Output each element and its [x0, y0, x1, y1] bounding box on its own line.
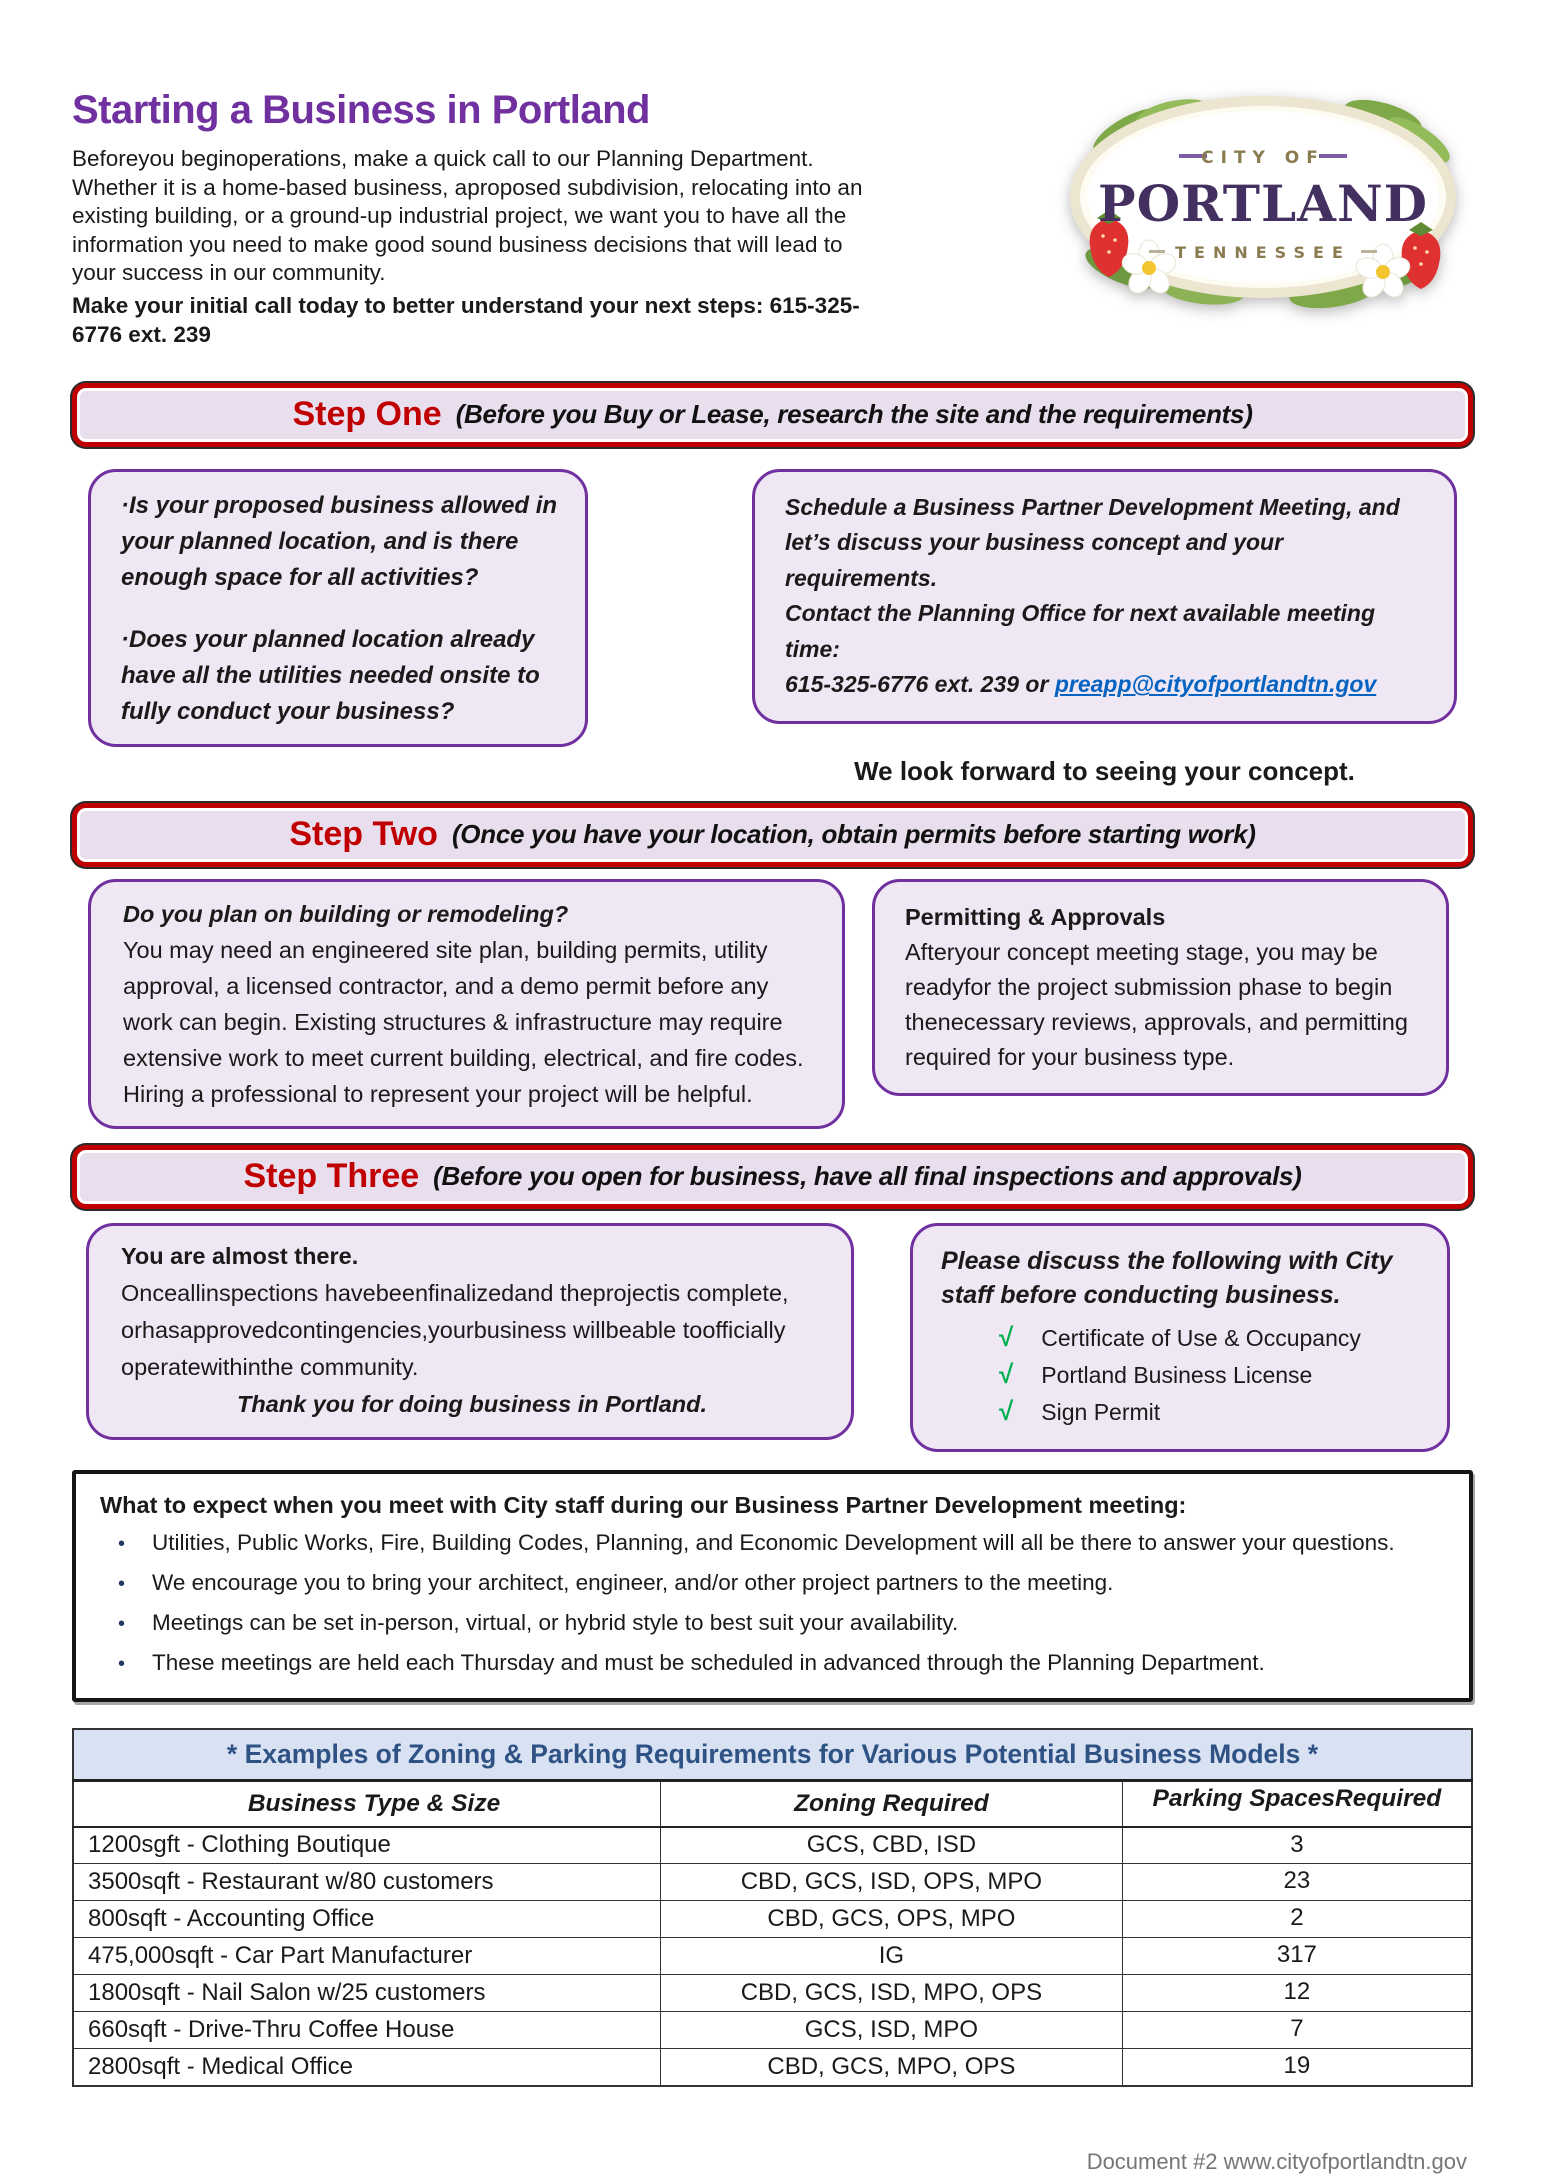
step-three-label: Step Three — [243, 1157, 420, 1195]
table-row — [73, 1938, 1472, 1975]
check-icon: √ — [999, 1395, 1014, 1426]
table-cell-zoning: CBD, GCS, OPS, MPO — [661, 1901, 1123, 1938]
step-three-band — [72, 1145, 1473, 1209]
meeting-line1: Schedule a Business Partner Development Meeting, and let’s discuss your business concept and your requirements. — [785, 493, 1400, 591]
meeting-box — [752, 469, 1457, 724]
checklist-title: Please discuss the following with City staff before conducting business. — [941, 1246, 1393, 1309]
step-one-subtitle: (Before you Buy or Lease, research the site and the requirements) — [455, 399, 1253, 429]
table-cell-zoning: CBD, GCS, ISD, OPS, MPO — [661, 1864, 1123, 1901]
table-cell-zoning: IG — [661, 1938, 1123, 1975]
table-row — [73, 1864, 1472, 1901]
table-row — [73, 2012, 1472, 2049]
list-item-text: These meetings are held each Thursday and must be scheduled in advanced through the Planning Department. — [152, 1649, 1265, 1675]
portland-logo-icon — [1053, 90, 1473, 308]
list-item — [100, 1530, 1445, 1556]
column-header-business-type: Business Type & Size — [73, 1781, 661, 1827]
table-cell-business: 1200sgft - Clothing Boutique — [73, 1827, 661, 1864]
column-header-zoning: Zoning Required — [661, 1781, 1123, 1827]
footer-note: Document #2 www.cityofportlandtn.gov — [1086, 2148, 1467, 2174]
city-logo — [872, 88, 1473, 308]
table-cell-business: 3500sqft - Restaurant w/80 customers — [73, 1864, 661, 1901]
checklist-item-label: Certificate of Use & Occupancy — [1041, 1324, 1361, 1351]
table-cell-parking: 23 — [1122, 1864, 1472, 1901]
step-one-label: Step One — [292, 395, 442, 433]
checklist — [941, 1322, 1423, 1428]
step-one-right-column — [752, 469, 1457, 787]
table-cell-parking: 3 — [1122, 1827, 1472, 1864]
thank-you-line: Thank you for doing business in Portland. — [236, 1390, 708, 1417]
list-item-text: We encourage you to bring your architect, engineer, and/or other project partners to the meeting. — [152, 1569, 1114, 1595]
list-item — [100, 1570, 1445, 1596]
check-icon: √ — [999, 1358, 1014, 1389]
page-title: Starting a Business in Portland — [72, 88, 650, 132]
table-row — [73, 1975, 1472, 2012]
bullet-icon: • — [118, 1572, 126, 1595]
checklist-box — [910, 1223, 1450, 1452]
question-utilities: ·Does your planned location already have all the utilities needed onsite to fully conduct your business? — [121, 625, 540, 725]
meeting-line2: Contact the Planning Office for next available meeting time: — [785, 600, 1376, 662]
expectations-box — [72, 1470, 1473, 1702]
checklist-item — [999, 1359, 1423, 1391]
step-one-content — [72, 469, 1473, 787]
logo-dash — [1149, 250, 1165, 253]
concept-tagline: We look forward to seeing your concept. — [854, 755, 1355, 786]
table-row — [73, 2049, 1472, 2086]
bullet-icon: • — [118, 1612, 126, 1635]
table-cell-business: 800sqft - Accounting Office — [73, 1901, 661, 1938]
list-item-text: Meetings can be set in-person, virtual, or hybrid style to best suit your availability. — [152, 1609, 959, 1635]
table-cell-business: 660sqft - Drive-Thru Coffee House — [73, 2012, 661, 2049]
header-text-block — [72, 88, 872, 349]
step-three-subtitle: (Before you open for business, have all final inspections and approvals) — [433, 1161, 1302, 1191]
table-cell-business: 1800sqft - Nail Salon w/25 customers — [73, 1975, 661, 2012]
expectations-title: What to expect when you meet with City staff during our Business Partner Development meeting: — [100, 1491, 1187, 1518]
list-item-text: Utilities, Public Works, Fire, Building Codes, Planning, and Economic Development will all be there to answer your questions. — [152, 1529, 1395, 1555]
table-cell-parking: 19 — [1122, 2049, 1472, 2086]
table-cell-business: 475,000sqft - Car Part Manufacturer — [73, 1938, 661, 1975]
step-two-subtitle: (Once you have your location, obtain permits before starting work) — [451, 819, 1256, 849]
intro-paragraph: Beforeyou beginoperations, make a quick call to our Planning Department. Whether it is a home-based business, aproposed subdivision, relocating into an existing building, or a ground-up industrial project, we want you to have all the information you need to make good sound business decisions that will lead to your success in our community. — [72, 146, 863, 285]
header — [72, 88, 1473, 349]
checklist-item — [999, 1322, 1423, 1354]
logo-city-of-text: CITY OF — [1201, 148, 1325, 168]
site-questions-box — [88, 469, 588, 747]
list-item — [100, 1610, 1445, 1636]
table-cell-parking: 12 — [1122, 1975, 1472, 2012]
step-two-band — [72, 803, 1473, 867]
step-three-content — [72, 1223, 1473, 1452]
table-row — [73, 1901, 1472, 1938]
table-cell-zoning: GCS, ISD, MPO — [661, 2012, 1123, 2049]
column-header-parking: Parking SpacesRequired — [1122, 1781, 1472, 1827]
bullet-icon: • — [118, 1532, 126, 1555]
table-caption-row — [73, 1729, 1472, 1781]
question-allowed: ·Is your proposed business allowed in your planned location, and is there enough space for all activities? — [121, 491, 558, 591]
table-cell-zoning: CBD, GCS, ISD, MPO, OPS — [661, 1975, 1123, 2012]
table-cell-parking: 7 — [1122, 2012, 1472, 2049]
table-cell-zoning: GCS, CBD, ISD — [661, 1827, 1123, 1864]
email-link[interactable]: preapp@cityofportlandtn.gov — [1054, 671, 1377, 697]
table-caption: * Examples of Zoning & Parking Requirements for Various Potential Business Models * — [73, 1729, 1472, 1781]
building-remodeling-box — [88, 879, 845, 1129]
call-to-action-line: Make your initial call today to better understand your next steps: 615-325-6776 ext. 239 — [72, 292, 860, 347]
meeting-phone: 615-325-6776 ext. 239 or — [785, 671, 1055, 697]
table-cell-business: 2800sqft - Medical Office — [73, 2049, 661, 2086]
almost-there-title: You are almost there. — [121, 1242, 359, 1269]
step-two-content — [72, 879, 1473, 1129]
table-header-row — [73, 1781, 1472, 1827]
expectations-list — [100, 1530, 1445, 1676]
permitting-box-body: Afteryour concept meeting stage, you may be readyfor the project submission phase to begin thenecessary reviews, approvals, and permitting required for your business type. — [905, 938, 1408, 1070]
permitting-box-title: Permitting & Approvals — [905, 903, 1166, 930]
zoning-parking-table — [72, 1728, 1473, 2087]
step-two-label: Step Two — [289, 815, 438, 853]
building-box-body: You may need an engineered site plan, building permits, utility approval, a licensed contractor, and a demo permit before any work can begin. Existing structures & infrastructure may require extensive work to meet current building, electrical, and fire codes. Hiring a professional to represent your project will be helpful. — [123, 936, 804, 1107]
checklist-item — [999, 1396, 1423, 1428]
permitting-box — [872, 879, 1449, 1096]
table-cell-parking: 2 — [1122, 1901, 1472, 1938]
almost-there-body: Onceallinspections havebeenfinalizedand theprojectis complete, orhasapprovedcontingencies,yourbusiness willbeable toofficially operatewithinthe community. — [121, 1279, 789, 1380]
check-icon: √ — [999, 1321, 1014, 1352]
almost-there-box — [86, 1223, 854, 1440]
table-row — [73, 1827, 1472, 1864]
list-item — [100, 1650, 1445, 1676]
bullet-icon: • — [118, 1652, 126, 1675]
checklist-item-label: Sign Permit — [1041, 1398, 1161, 1425]
table-cell-zoning: CBD, GCS, MPO, OPS — [661, 2049, 1123, 2086]
building-box-title: Do you plan on building or remodeling? — [123, 900, 569, 927]
logo-state-text: TENNESSEE — [1175, 243, 1351, 262]
logo-name-text: PORTLAND — [1097, 174, 1429, 233]
step-one-band — [72, 383, 1473, 447]
logo-dash — [1361, 250, 1377, 253]
checklist-item-label: Portland Business License — [1041, 1361, 1313, 1388]
table-cell-parking: 317 — [1122, 1938, 1472, 1975]
